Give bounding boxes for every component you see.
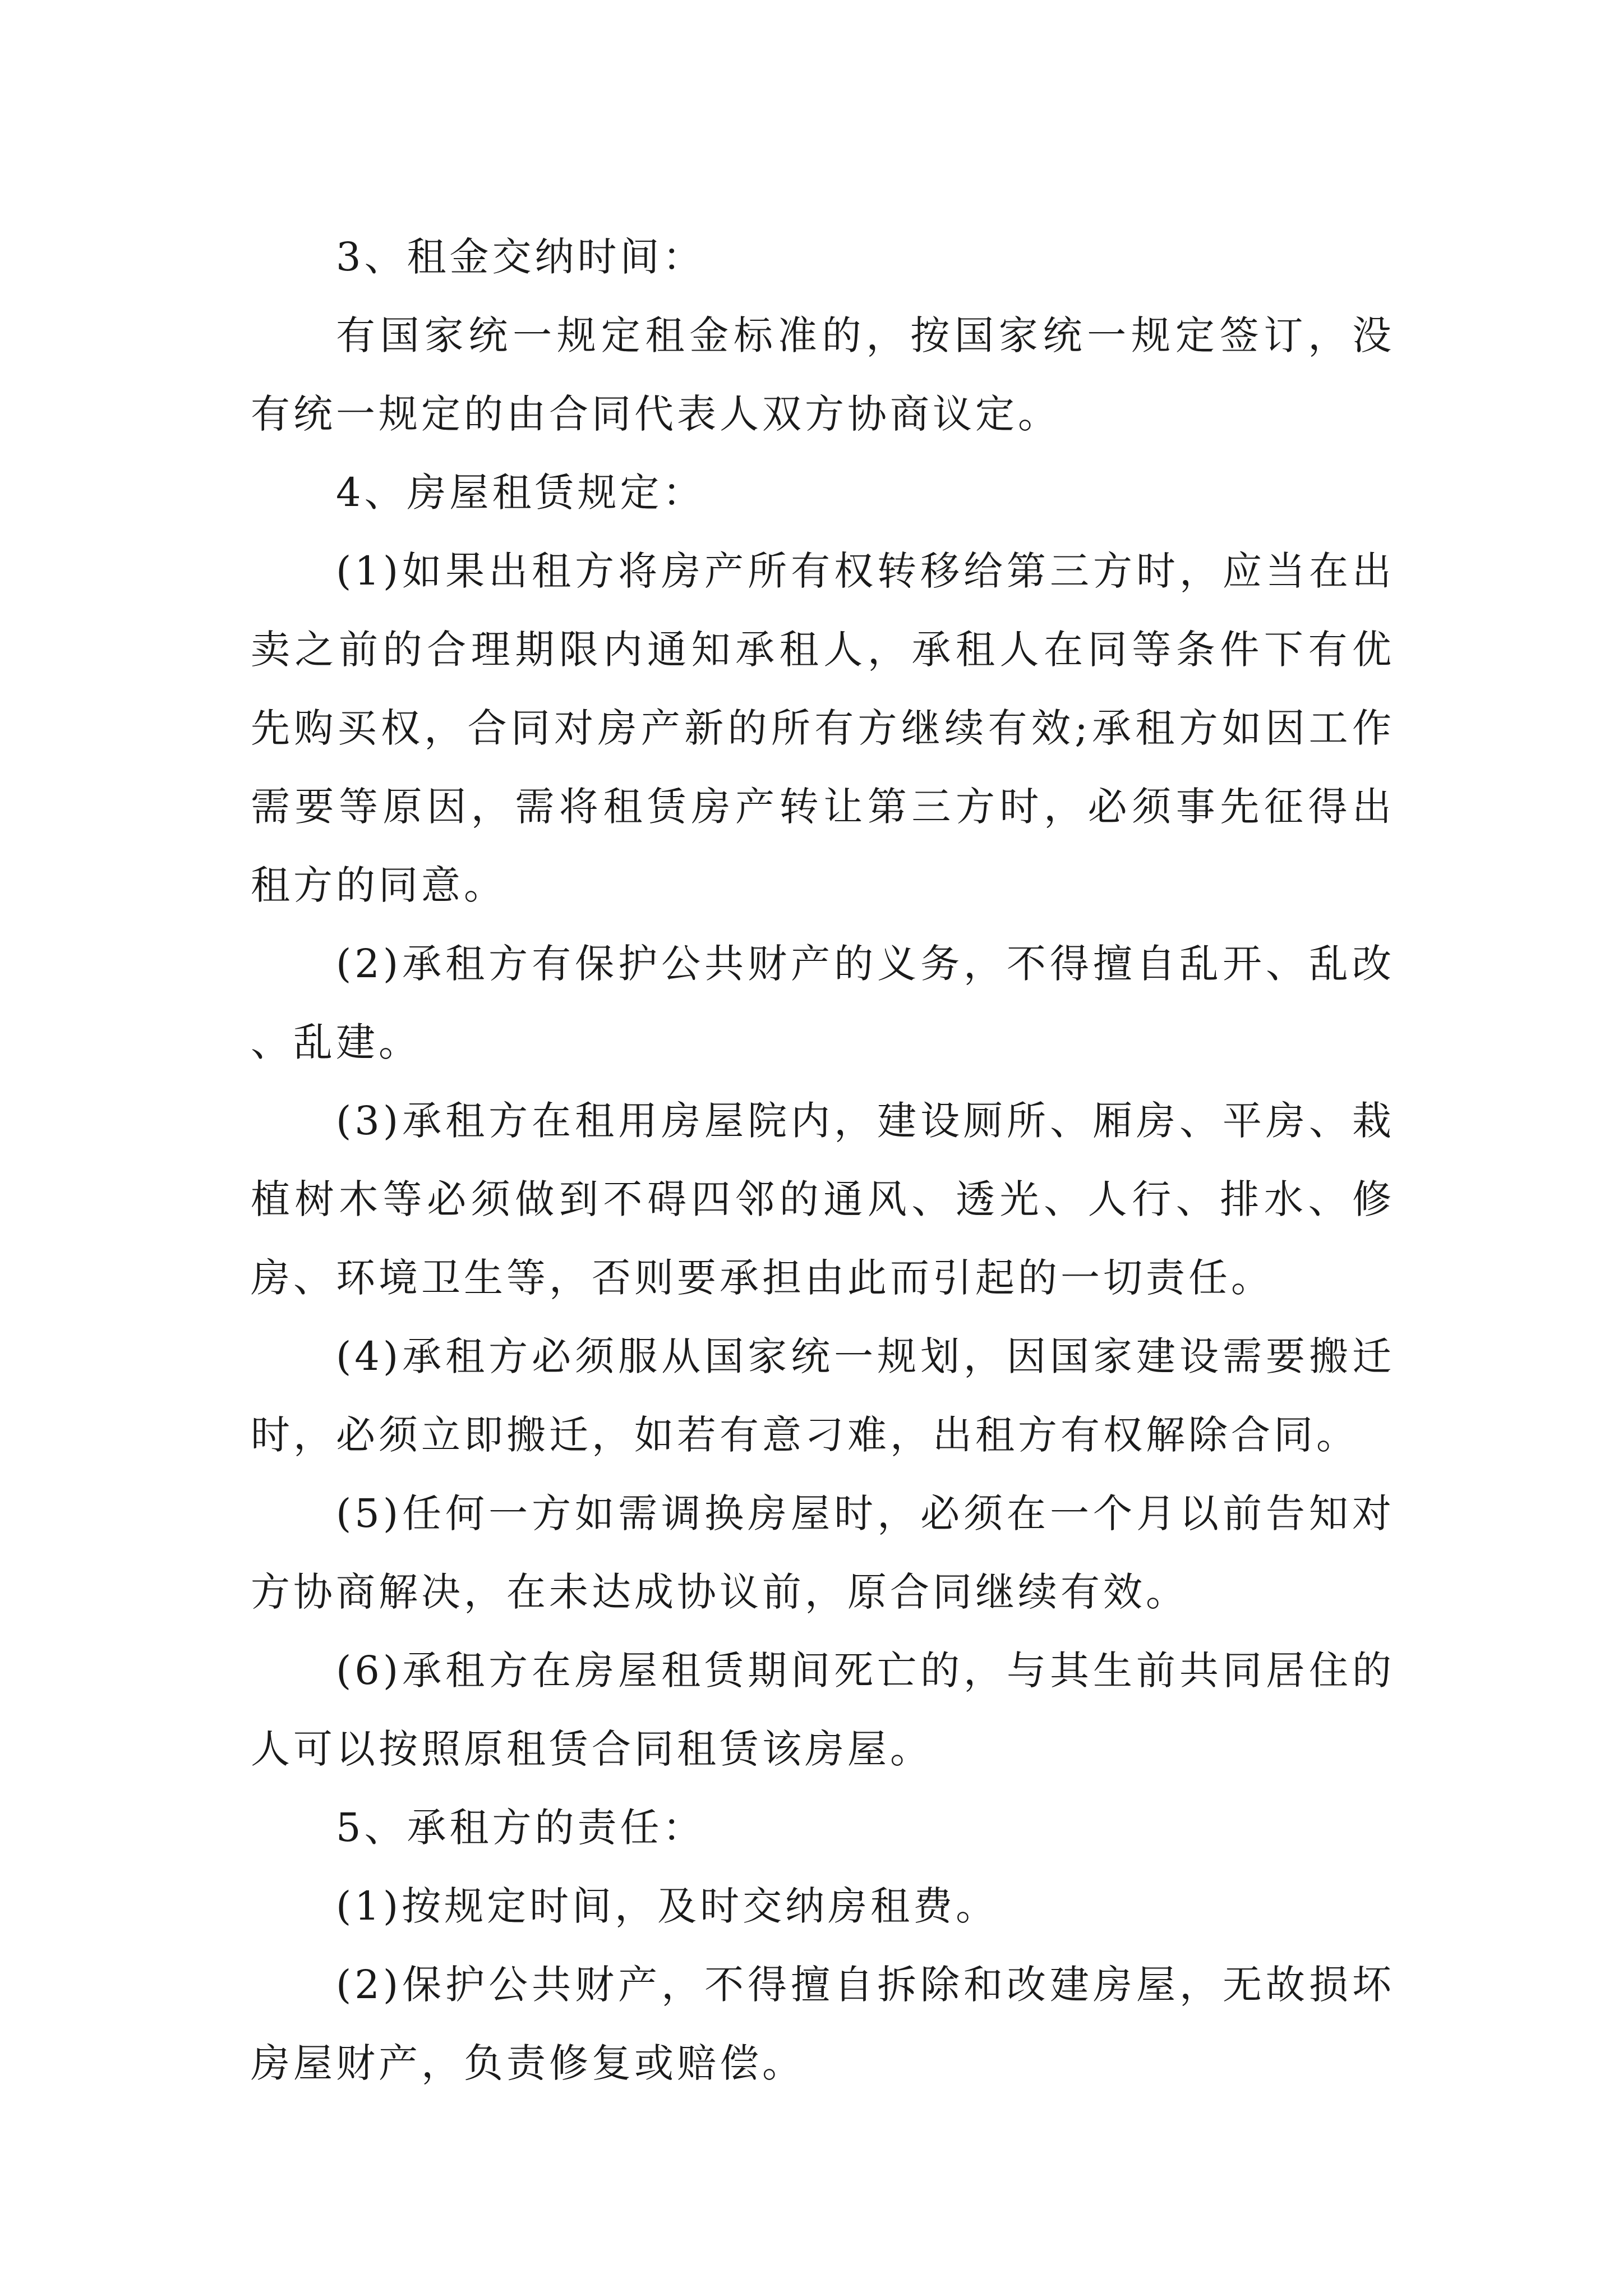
clause-6-tenant-death: (6)承租方在房屋租赁期间死亡的，与其生前共同居住的人可以按照原租赁合同租赁该房屋。: [251, 1648, 1395, 1772]
responsibility-2-protect-property: (2)保护公共财产，不得擅自拆除和改建房屋，无故损坏房屋财产，负责修复或赔偿。: [251, 1962, 1395, 2086]
clause-2-protect-property: (2)承租方有保护公共财产的义务，不得擅自乱开、乱改、乱建。: [251, 941, 1395, 1065]
section-heading-rent-payment-time: 3、租金交纳时间：: [336, 234, 706, 280]
paragraph-rent-standard: 有国家统一规定租金标准的，按国家统一规定签订，没有统一规定的由合同代表人双方协商议定。: [251, 312, 1395, 437]
document-page: [251, 218, 1395, 2102]
responsibility-1-pay-rent: (1)按规定时间，及时交纳房租费。: [336, 1883, 999, 1929]
section-heading-tenant-responsibility: 5、承租方的责任：: [336, 1805, 706, 1851]
clause-1-ownership-transfer: (1)如果出租方将房产所有权转移给第三方时，应当在出卖之前的合理期限内通知承租人，承租人在同等条件下有优先购买权，合同对房产新的所有方继续有效;承租方如因工作需要等原因，需将租赁房产转让第三方时，必须事先征得出租方的同意。: [251, 548, 1395, 908]
clause-3-courtyard-construction: (3)承租方在租用房屋院内，建设厕所、厢房、平房、栽植树木等必须做到不碍四邻的通风、透光、人行、排水、修房、环境卫生等，否则要承担由此而引起的一切责任。: [251, 1098, 1395, 1301]
clause-4-state-planning: (4)承租方必须服从国家统一规划，因国家建设需要搬迁时，必须立即搬迁，如若有意刁难，出租方有权解除合同。: [251, 1333, 1395, 1458]
clause-5-house-exchange: (5)任何一方如需调换房屋时，必须在一个月以前告知对方协商解决，在未达成协议前，原合同继续有效。: [251, 1490, 1395, 1615]
section-heading-lease-rules: 4、房屋租赁规定：: [336, 470, 706, 516]
